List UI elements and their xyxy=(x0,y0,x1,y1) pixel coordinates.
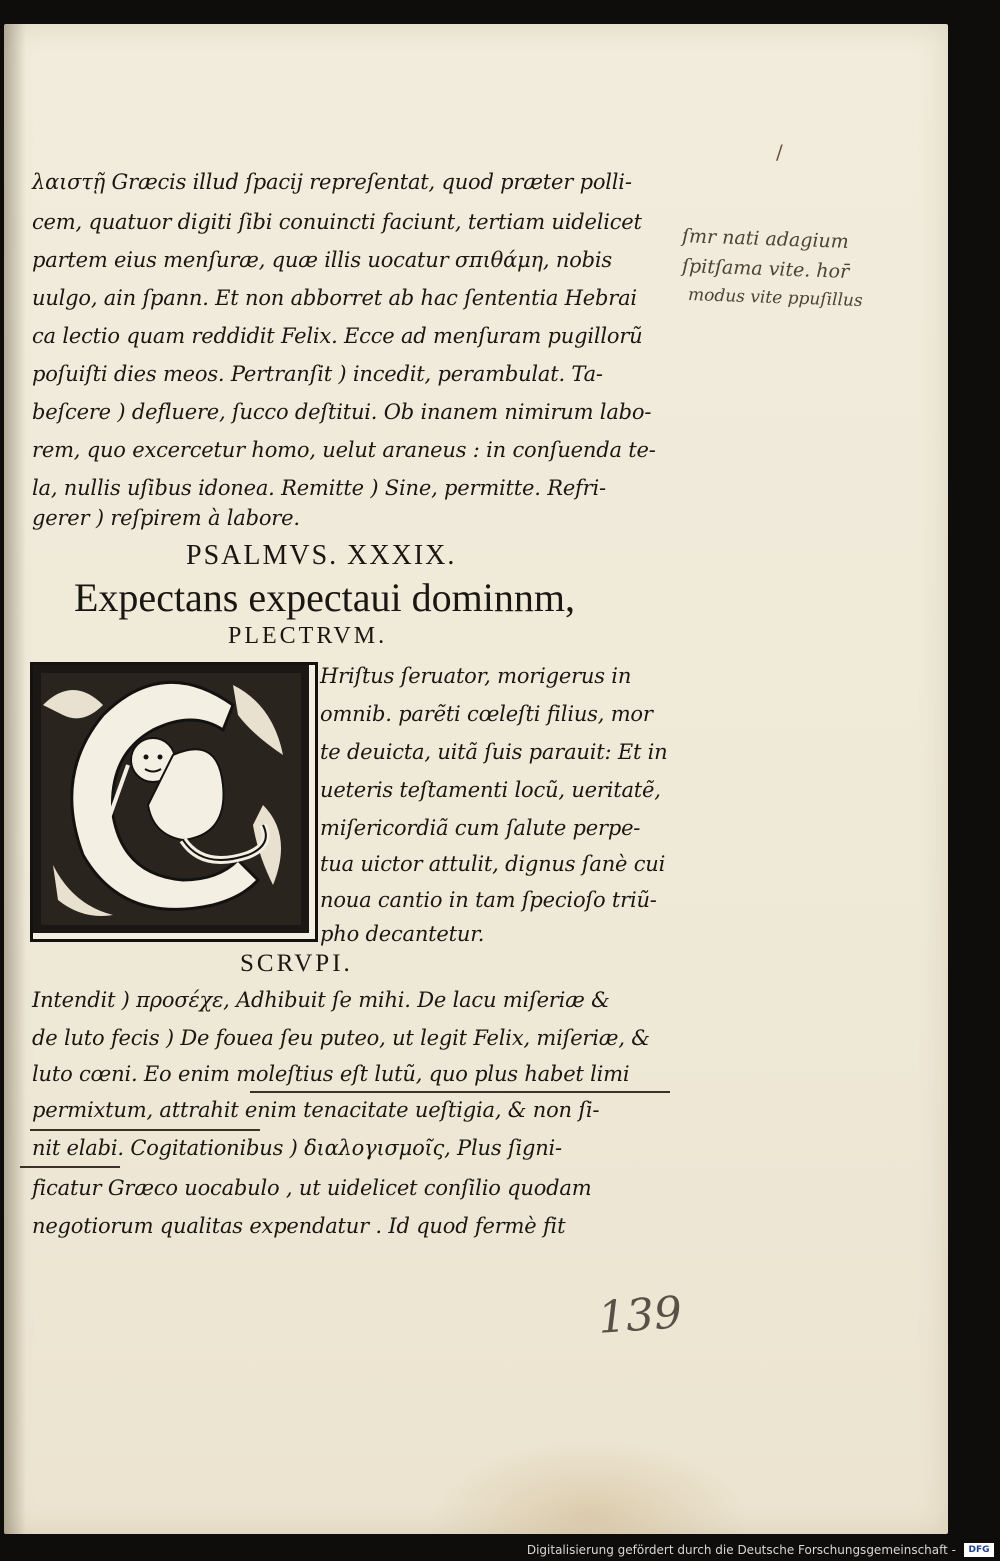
text-line: poſuiſti dies meos. Pertranſit ) incedit, perambulat. Ta- xyxy=(32,362,603,386)
text-line: te deuicta, uitã ſuis parauit: Et in xyxy=(320,740,668,764)
text-line: ca lectio quam reddidit Felix. Ecce ad menſuram pugillorũ xyxy=(32,324,643,348)
text-line: cem, quatuor digiti ſibi conuincti faciunt, tertiam uidelicet xyxy=(32,210,642,234)
margin-note: modus vite ppuſillus xyxy=(687,284,863,312)
ink-underline xyxy=(30,1129,260,1131)
pencil-mark: / xyxy=(776,140,783,164)
text-line: Hriſtus ſeruator, morigerus in xyxy=(320,664,632,688)
plectrum-heading: PLECTRVM. xyxy=(228,623,388,649)
water-stain xyxy=(430,1440,750,1534)
text-line: nit elabi. Cogitationibus ) διαλογισμοῖς, Plus ſigni- xyxy=(32,1136,562,1160)
ink-underline xyxy=(20,1166,120,1168)
text-line: ficatur Græco uocabulo , ut uidelicet conſilio quodam xyxy=(32,1176,592,1200)
text-line: omnib. parẽti cœleſti filius, mor xyxy=(320,702,653,726)
margin-note: ſpitſama vite. hor̄ xyxy=(681,255,850,283)
margin-note: ſmr nati adagium xyxy=(681,225,850,253)
scrupi-heading: SCRVPI. xyxy=(240,950,353,977)
text-line: de luto fecis ) De fouea ſeu puteo, ut legit Felix, miſeriæ, & xyxy=(32,1026,650,1050)
text-line: luto cœni. Eo enim moleſtius eſt lutũ, quo plus habet limi xyxy=(32,1062,630,1086)
text-line: gerer ) reſpirem à labore. xyxy=(32,506,300,530)
psalm-incipit: Expectans expectaui dominnm, xyxy=(74,575,575,620)
dfg-logo: DFG xyxy=(964,1543,994,1557)
text-line: noua cantio in tam ſpecioſo triũ- xyxy=(320,888,657,912)
text-line: la, nullis uſibus idonea. Remitte ) Sine, permitte. Refri- xyxy=(32,476,606,500)
text-line: negotiorum qualitas expendatur . Id quod fermè fit xyxy=(32,1214,566,1238)
ink-underline xyxy=(250,1091,670,1093)
text-line: λαιστῇ Græcis illud ſpacij repreſentat, quod præter polli- xyxy=(32,170,632,194)
text-line: beſcere ) defluere, ſucco deſtitui. Ob inanem nimirum labo- xyxy=(32,400,652,424)
text-line: Intendit ) προσέχε, Adhibuit ſe mihi. De lacu miſeriæ & xyxy=(32,988,610,1012)
folio-number: 139 xyxy=(596,1287,684,1344)
text-line: partem eius menſuræ, quæ illis uocatur σπιθάμη, nobis xyxy=(32,248,612,272)
text-line: pho decantetur. xyxy=(320,922,485,946)
text-line: tua uictor attulit, dignus ſanè cui xyxy=(320,852,666,876)
digitization-credit: Digitalisierung gefördert durch die Deutsche Forschungsgemeinschaft - xyxy=(526,1543,956,1557)
text-line: miſericordiã cum ſalute perpe- xyxy=(320,816,641,840)
text-line: uulgo, ain ſpann. Et non abborret ab hac ſententia Hebrai xyxy=(32,286,637,310)
text-line: rem, quo excercetur homo, uelut araneus : in conſuenda te- xyxy=(32,438,656,462)
text-line: ueteris teſtamenti locũ, ueritatẽ, xyxy=(320,778,661,802)
psalm-heading: PSALMVS. XXXIX. xyxy=(186,540,457,571)
decorated-initial-c xyxy=(30,662,318,942)
text-line: permixtum, attrahit enim tenacitate ueſtigia, & non ſi- xyxy=(32,1098,600,1122)
page-gutter-shadow xyxy=(4,24,26,1534)
